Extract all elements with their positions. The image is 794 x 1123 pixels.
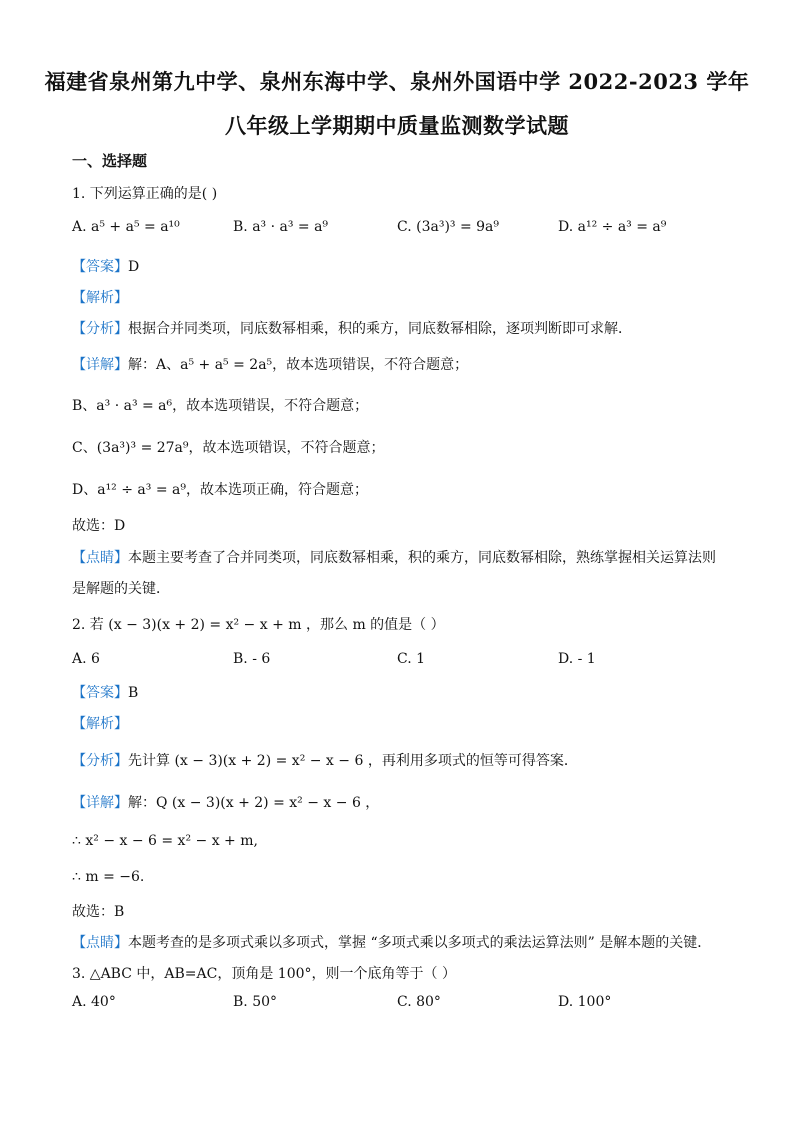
q1-option-b: B. a³ · a³ = a⁹ [233, 219, 329, 235]
q1-xiangjie-line [72, 354, 468, 374]
q1-fenxi-line [72, 318, 632, 338]
section-heading: 一、选择题 [72, 152, 148, 170]
q1-dianjing-cont: 是解题的关键． [72, 581, 170, 597]
fenxi-tag: 【分析】 [72, 753, 128, 769]
q2-xiangjie: 解：Q (x − 3)(x + 2) = x² − x − 6 ， [128, 795, 380, 811]
q1-guxuan: 故选：D [72, 518, 126, 534]
q2-step-2: ∴ m = −6. [72, 869, 145, 885]
q1-jiexi-line [72, 287, 128, 307]
q1-dianjing-line [72, 547, 716, 567]
q1-option-a: A. a⁵ + a⁵ = a¹⁰ [72, 219, 180, 235]
q2-stem: 2. 若 (x − 3)(x + 2) = x² − x + m ，那么 m 的值是（ ） [72, 617, 445, 633]
jiexi-tag: 【解析】 [72, 290, 128, 306]
q1-answer: D [128, 259, 140, 275]
q1-fenxi: 根据合并同类项，同底数幂相乘，积的乘方，同底数幂相除，逐项判断即可求解． [128, 321, 632, 337]
q1-step-d: D、a¹² ÷ a³ = a⁹，故本选项正确，符合题意； [72, 482, 368, 498]
q2-option-c: C. 1 [397, 651, 426, 667]
q1-dianjing: 本题主要考查了合并同类项，同底数幂相乘，积的乘方，同底数幂相除，熟练掌握相关运算法则 [128, 550, 716, 566]
q2-dianjing-line [72, 932, 711, 952]
q2-option-a: A. 6 [72, 651, 100, 667]
q2-dianjing: 本题考查的是多项式乘以多项式，掌握 “多项式乘以多项式的乘法运算法则” 是解本题的关键． [128, 935, 712, 951]
q2-jiexi-line [72, 713, 128, 733]
q1-option-c: C. (3a³)³ = 9a⁹ [397, 219, 500, 235]
q1-option-d: D. a¹² ÷ a³ = a⁹ [558, 219, 667, 235]
q2-fenxi-line [72, 750, 578, 770]
q2-fenxi: 先计算 (x − 3)(x + 2) = x² − x − 6 ，再利用多项式的恒等可得答案． [128, 753, 578, 769]
dianjing-tag: 【点睛】 [72, 550, 128, 566]
q3-option-c: C. 80° [397, 994, 441, 1010]
document-title-line2: 八年级上学期期中质量监测数学试题 [225, 113, 569, 138]
dianjing-tag: 【点睛】 [72, 935, 128, 951]
q2-option-b: B. - 6 [233, 651, 271, 667]
q1-xiangjie: 解：A、a⁵ + a⁵ = 2a⁵，故本选项错误，不符合题意； [128, 357, 469, 373]
xiangjie-tag: 【详解】 [72, 357, 128, 373]
q1-stem: 1. 下列运算正确的是( ) [72, 186, 218, 202]
document-title-line1: 福建省泉州第九中学、泉州东海中学、泉州外国语中学 2022-2023 学年 [44, 69, 750, 94]
q2-xiangjie-line [72, 792, 379, 812]
q1-answer-line [72, 256, 139, 276]
q1-step-b: B、a³ · a³ = a⁶，故本选项错误，不符合题意； [72, 398, 369, 414]
q1-step-c: C、(3a³)³ = 27a⁹，故本选项错误，不符合题意； [72, 440, 385, 456]
q2-option-d: D. - 1 [558, 651, 596, 667]
q3-option-d: D. 100° [558, 994, 612, 1010]
q2-answer: B [128, 685, 139, 701]
jiexi-tag: 【解析】 [72, 716, 128, 732]
q2-step-1: ∴ x² − x − 6 = x² − x + m, [72, 833, 258, 849]
xiangjie-tag: 【详解】 [72, 795, 128, 811]
fenxi-tag: 【分析】 [72, 321, 128, 337]
q2-guxuan: 故选：B [72, 904, 125, 920]
q3-option-b: B. 50° [233, 994, 278, 1010]
answer-tag: 【答案】 [72, 259, 128, 275]
answer-tag: 【答案】 [72, 685, 128, 701]
q2-answer-line [72, 682, 138, 702]
q3-stem: 3. △ABC 中，AB=AC，顶角是 100°，则一个底角等于（ ） [72, 966, 456, 982]
q3-option-a: A. 40° [72, 994, 116, 1010]
